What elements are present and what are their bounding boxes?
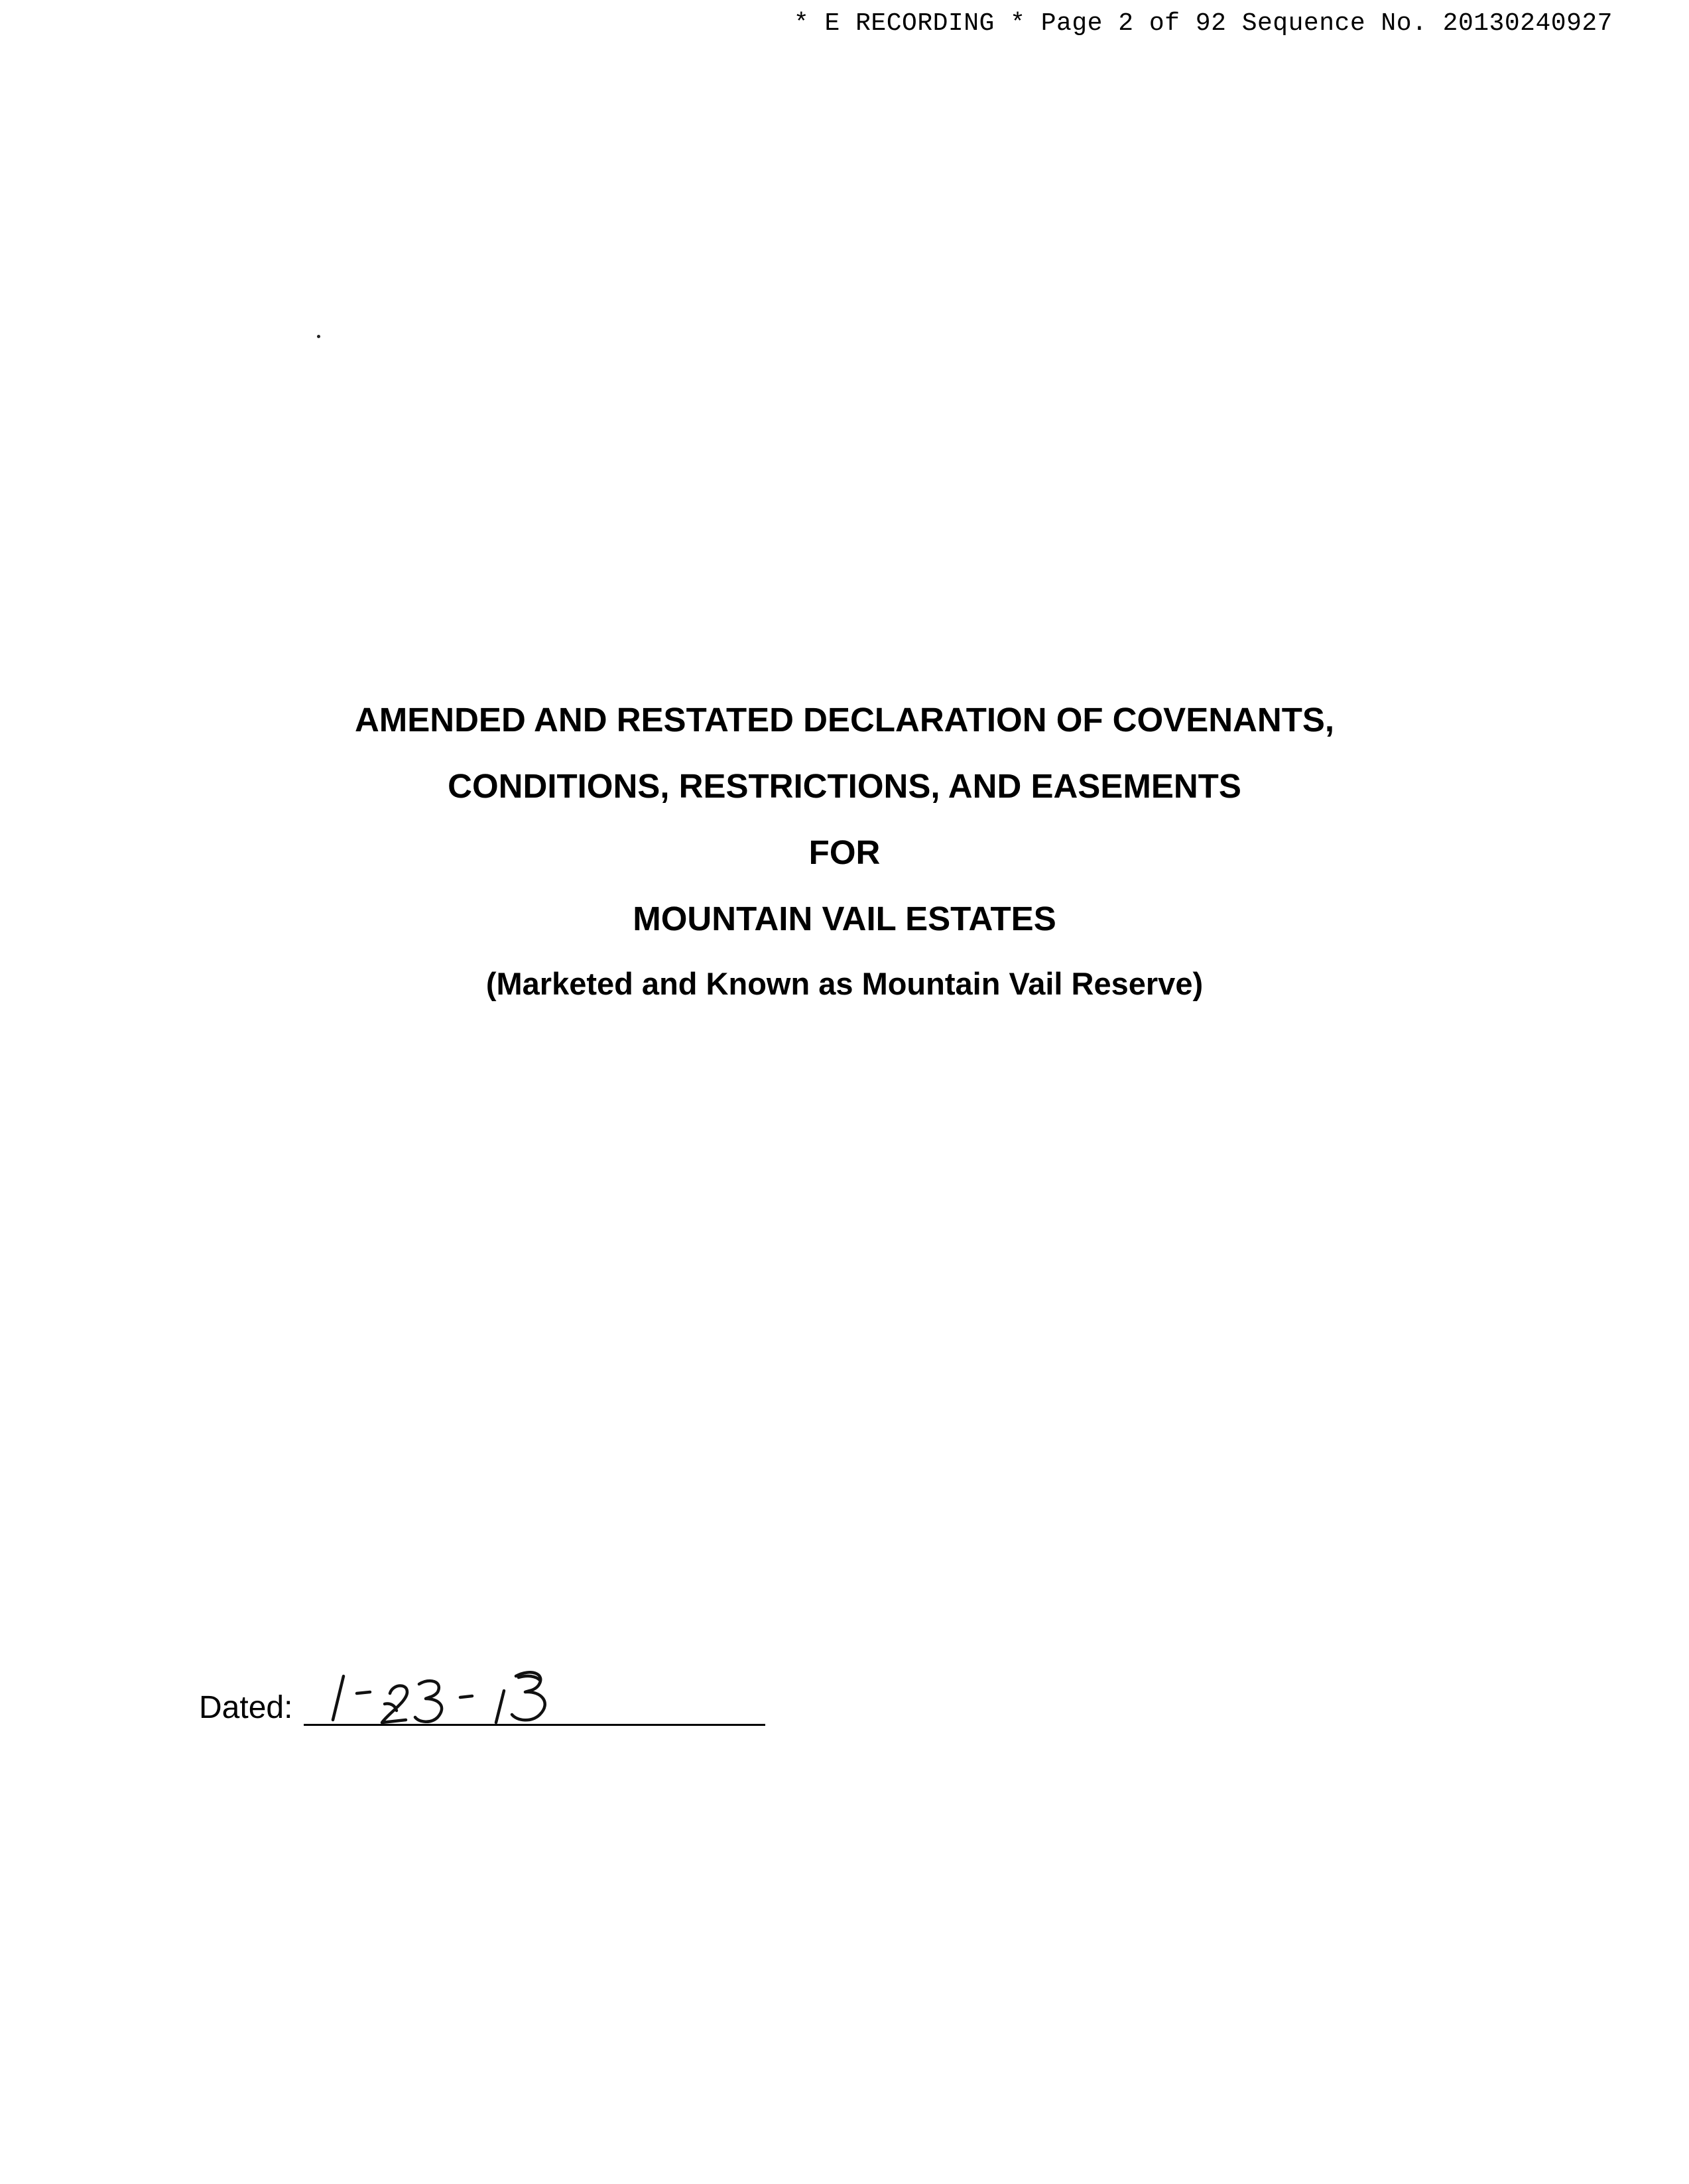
title-block: [0, 703, 1689, 999]
dated-label: Dated:: [199, 1690, 293, 1725]
title-line-4: MOUNTAIN VAIL ESTATES: [633, 900, 1056, 938]
recording-header: * E RECORDING * Page 2 of 92 Sequence No. 20130240927: [793, 9, 1613, 38]
title-line-2: CONDITIONS, RESTRICTIONS, AND EASEMENTS: [448, 767, 1241, 805]
title-line-1: AMENDED AND RESTATED DECLARATION OF COVENANTS,: [354, 701, 1335, 739]
dated-field: [199, 1664, 796, 1737]
title-line-3: FOR: [808, 833, 881, 871]
title-subtitle: (Marketed and Known as Mountain Vail Reserve): [485, 966, 1204, 1001]
handwritten-date-signature: [306, 1664, 764, 1728]
scan-speck: [317, 335, 320, 338]
